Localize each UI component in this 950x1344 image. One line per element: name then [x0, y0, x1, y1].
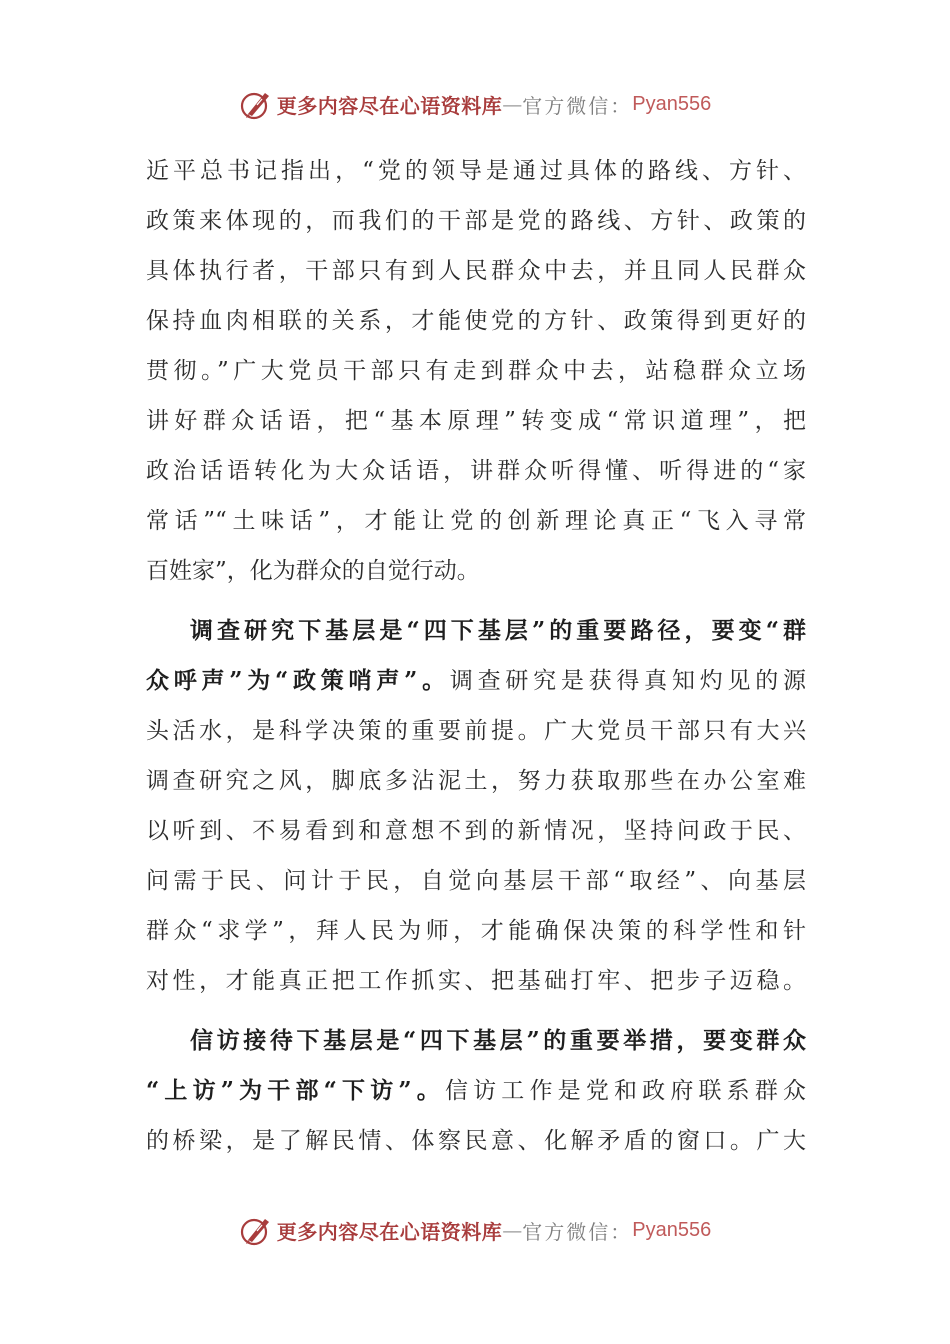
text-line: 贯彻。”广大党员干部只有走到群众中去，站稳群众立场	[146, 358, 806, 384]
text-line: 头活水，是科学决策的重要前提。广大党员干部只有大兴	[146, 718, 806, 744]
quill-pen-icon	[239, 1213, 273, 1247]
text-line: 保持血肉相联的关系，才能使党的方针、政策得到更好的	[146, 308, 806, 334]
text-line: 讲好群众话语，把“基本原理”转变成“常识道理”，把	[146, 408, 806, 434]
text-line: 政策来体现的，而我们的干部是党的路线、方针、政策的	[146, 208, 806, 234]
watermark-title: 更多内容尽在心语资料库	[276, 1219, 503, 1244]
text-line: 问需于民、问计于民，自觉向基层干部“取经”、向基层	[146, 868, 806, 894]
text-line: 对性，才能真正把工作抓实、把基础打牢、把步子迈稳。	[146, 968, 806, 994]
watermark-wechat-label: 官方微信：	[522, 1219, 633, 1244]
text-line: 百姓家”，化为群众的自觉行动。	[146, 558, 480, 584]
text-line	[146, 656, 806, 706]
watermark-wechat-label: 官方微信：	[522, 93, 633, 118]
header-watermark	[0, 84, 950, 124]
paragraph-3	[146, 1016, 806, 1166]
text-line: 具体执行者，干部只有到人民群众中去，并且同人民群众	[146, 258, 806, 284]
quill-pen-icon	[239, 87, 273, 121]
paragraph-2	[146, 606, 806, 1006]
footer-watermark	[0, 1210, 950, 1250]
text-line: 的桥梁，是了解民情、体察民意、化解矛盾的窗口。广大	[146, 1128, 806, 1154]
text-line: 群众“求学”，拜人民为师，才能确保决策的科学性和针	[146, 918, 806, 944]
text-line: 常话”“土味话”，才能让党的创新理论真正“飞入寻常	[146, 508, 806, 534]
heading-text: “上访”为干部“下访”。	[146, 1077, 445, 1104]
text-line: 近平总书记指出，“党的领导是通过具体的路线、方针、	[146, 158, 806, 184]
document-body	[146, 146, 806, 1166]
text-line: 以听到、不易看到和意想不到的新情况，坚持问政于民、	[146, 818, 806, 844]
text-line	[146, 1066, 806, 1116]
body-text: 信访工作是党和政府联系群众	[444, 1078, 806, 1104]
watermark-title: 更多内容尽在心语资料库	[276, 93, 503, 118]
watermark-dash: —	[502, 1218, 523, 1242]
paragraph-1	[146, 146, 806, 596]
heading-text: 调查研究下基层是“四下基层”的重要路径，要变“群	[190, 617, 806, 644]
heading-text: 信访接待下基层是“四下基层”的重要举措，要变群众	[190, 1027, 806, 1054]
paragraph-heading	[146, 1016, 806, 1066]
watermark-dash: —	[502, 92, 523, 116]
text-line: 调查研究之风，脚底多沾泥土，努力获取那些在办公室难	[146, 768, 806, 794]
text-line: 政治话语转化为大众话语，讲群众听得懂、听得进的“家	[146, 458, 806, 484]
body-text: 调查研究是获得真知灼见的源	[449, 668, 806, 694]
watermark-wechat-handle: Pyan556	[632, 1218, 712, 1241]
paragraph-heading	[146, 606, 806, 656]
heading-text: 众呼声”为“政策哨声”。	[146, 667, 450, 694]
watermark-wechat-handle: Pyan556	[632, 92, 712, 115]
